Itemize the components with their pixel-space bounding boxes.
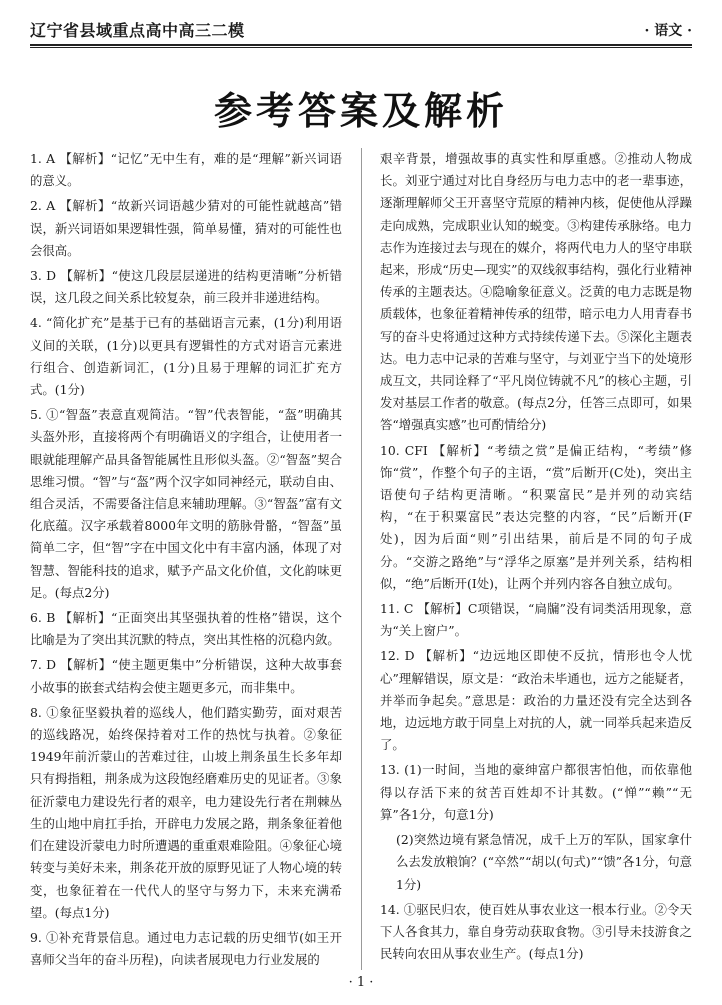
page-header — [30, 8, 692, 46]
answer-3: 3. D 【解析】“使这几段层层递进的结构更清晰”分析错误，这几段之间关系比较复杂，前三段并非递进结构。 — [30, 268, 342, 306]
answer-9-continued: 艰辛背景，增强故事的真实性和厚重感。②推动人物成长。刘亚宁通过对比自身经历与电力志中的老一辈事迹，逐渐理解师父王开喜坚守荒原的精神内核，促使他从浮躁走向成熟，完成职业认知的蜕变。③构建传承脉络。电力志作为连接过去与现在的媒介，将两代电力人的坚守串联起来，形成“历史—现实”的双线叙事结构，强化行业精神传承的主题表达。④隐喻象征意义。泛黄的电力志既是物质载体，也象征着精神传承的纽带，暗示电力人用青春书写的奋斗史将通过这种方式持续传递下去。⑤深化主题表达。电力志中记录的苦难与坚守，与刘亚宁当下的处境形成互文，共同诠释了“平凡岗位铸就不凡”的核心主题，引发对基层工作者的敬意。(每点2分，任答三点即可，如果答“增强真实感”也可酌情给分) — [380, 151, 692, 433]
answer-6: 6. B 【解析】“正面突出其坚强执着的性格”错误，这个比喻是为了突出其沉默的特点，突出其性格的沉稳内敛。 — [30, 610, 342, 648]
header-right: · 语文 · — [644, 23, 692, 39]
answer-9-start: 9. ①补充背景信息。通过电力志记载的历史细节(如王开喜师父当年的奋斗历程)，向读者展现电力行业发展的 — [30, 929, 342, 968]
answer-2: 2. A 【解析】“故新兴词语越少猜对的可能性就越高”错误，新兴词语如果逻辑性强，简单易懂，猜对的可能性也会很高。 — [30, 198, 342, 258]
answer-1: 1. A 【解析】“记忆”无中生有，难的是“理解”新兴词语的意义。 — [30, 151, 342, 189]
header-rule — [30, 47, 692, 48]
answer-7: 7. D 【解析】“使主题更集中”分析错误，这种大故事套小故事的嵌套式结构会使主题更多元，而非集中。 — [30, 657, 342, 695]
answer-5: 5. ①“智盔”表意直观简洁。“智”代表智能，“盔”明确其头盔外形，直接将两个有明确语义的字组合，让使用者一眼就能理解产品具备智能属性且形似头盔。②“智盔”契合思维习惯。“智”与“盔”两个汉字如同神经元，联动自由、组合灵活，不需要备注信息来辅助理解。③“智盔”富有文化底蕴。汉字承载着8000年文明的筋脉骨骼，“智盔”虽简单二字，但“智”字在中国文化中有丰富内涵，体现了对智慧、智能科技的追求，赋予产品文化价值，文化韵味更足。(每点2分) — [30, 407, 342, 600]
answer-14: 14. ①驱民归农，使百姓从事农业这一根本行业。②令天下人各食其力，靠自身劳动获取食物。③引导未技游食之民转向农田从事农业生产。(每点1分) — [380, 901, 692, 962]
answer-4: 4. “简化扩充”是基于已有的基础语言元素，(1分)利用语义间的关联，(1分)以更具有逻辑性的方式对语言元素进行组合、创造新词汇，(1分)且易于理解的词汇扩充方式。(1分) — [30, 315, 342, 398]
answer-13-part-1: 13. (1)一时间，当地的豪绅富户都很害怕他，而依靠他得以存活下来的贫苦百姓却不计其数。(“惮”“赖”“无算”各1分，句意1分) — [380, 762, 692, 822]
left-column — [30, 148, 342, 974]
page-title: 参考答案及解析 — [213, 89, 508, 133]
column-divider — [361, 148, 362, 970]
answer-12: 12. D 【解析】“边远地区即使不反抗，情形也令人忧心”理解错误，原文是：“政治未毕通也，远方之能疑者，并举而争起矣。”意思是：政治的力量还没有完全达到各地，边远地方敢于同皇上对抗的人，就一同举兵起来造反了。 — [380, 648, 692, 753]
answer-10: 10. CFI 【解析】“考绩之赏”是偏正结构，“考绩”修饰“赏”，作整个句子的主语，“赏”后断开(C处)，突出主语使句子结构更清晰。“积粟富民”是并列的动宾结构，“在于积粟富民”表达完整的内容，“民”后断开(F处)，因为后面“则”引出结果，前后是不同的句子成分。“交游之路绝”与“浮华之原塞”是并列关系，结构相似，“绝”后断开(I处)，让两个并列内容各自独立成句。 — [380, 442, 692, 591]
answer-11: 11. C 【解析】C项错误，“扃牖”没有词类活用现象，意为“关上窗户”。 — [380, 601, 692, 639]
header-left: 辽宁省县域重点高中高三二模 — [30, 21, 245, 40]
page-number: · 1 · — [348, 975, 374, 990]
answer-13-part-2: (2)突然边境有紧急情况，成千上万的军队，国家拿什么去发放粮饷？(“卒然”“胡以(句式)”“馈”各1分，句意1分) — [396, 832, 692, 892]
right-column — [380, 148, 692, 968]
answer-8: 8. ①象征坚毅执着的巡线人，他们踏实勤劳，面对艰苦的巡线路况，始终保持着对工作的热忱与执着。②象征1949年前沂蒙山的苦难过往，山坡上荆条虽生长多年却只有拇指粗，荆条成为这段饱经磨难历史的见证者。③象征沂蒙电力建设先行者的艰辛，电力建设先行者在荆棘丛生的山地中肩扛手抬，开辟电力发展之路，荆条象征着他们在建设沂蒙电力时所遭遇的重重艰难险阻。④象征心境转变与美好未来，荆条花开放的原野见证了人物心境的转变，也象征着在一代代人的坚守与努力下，未来充满希望。(每点1分) — [30, 704, 342, 920]
